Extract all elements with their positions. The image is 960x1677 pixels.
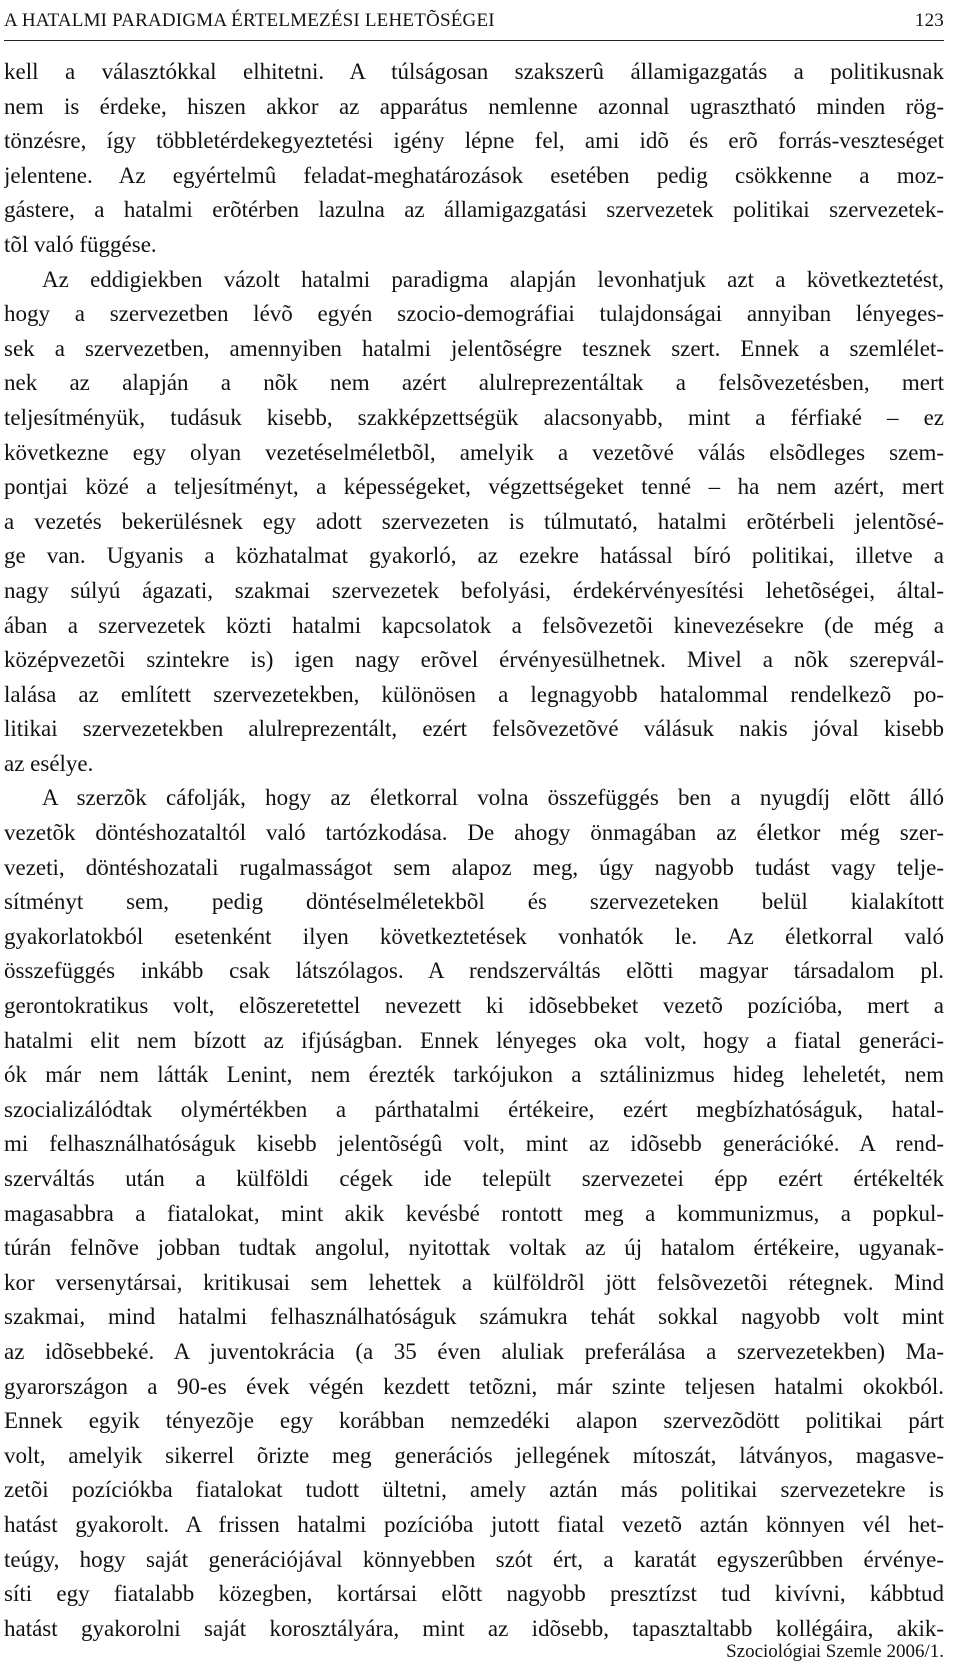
text-line: hatást gyakorolni saját korosztályára, mint az idõsebb, tapasztaltabb kollégáira, akik- <box>4 1615 944 1641</box>
text-line: sítményt sem, pedig döntéselméletekbõl és szervezeteken belül kialakított <box>4 889 944 915</box>
text-line: ge van. Ugyanis a közhatalmat gyakorló, az ezekre hatással bíró politikai, illetve a <box>4 543 944 569</box>
text-line: szerváltás után a külföldi cégek ide települt szervezetei épp ezért értékelték <box>4 1166 944 1191</box>
text-line: síti egy fiatalabb közegben, kortársai elõtt nagyobb presztízst tud kivívni, kábbtud <box>4 1581 944 1607</box>
text-line: Ennek egyik tényezõje egy korábban nemzedéki alapon szervezõdött politikai párt <box>4 1408 944 1434</box>
text-line: középvezetõi szintekre is) igen nagy erõvel érvényesülhetnek. Mivel a nõk szerepvál- <box>4 647 944 673</box>
running-header <box>4 6 944 36</box>
text-line: tõl való függése. <box>4 231 157 257</box>
text-line: hogy a szervezetben lévõ egyén szocio-demográfiai tulajdonságai annyiban lényeges- <box>4 301 944 327</box>
text-line: nek az alapján a nõk nem azért alulreprezentáltak a felsõvezetésben, mert <box>4 370 944 396</box>
text-line: teúgy, hogy saját generációjával könnyebben szót ért, a karatát egyszerûbben érvénye- <box>4 1546 944 1572</box>
header-title: A HATALMI PARADIGMA ÉRTELMEZÉSI LEHETÕSÉGEI <box>4 10 495 31</box>
text-line: Az eddigiekben vázolt hatalmi paradigma alapján levonhatjuk azt a következtetést, <box>42 266 944 292</box>
text-line: volt, amelyik sikerrel õrizte meg generációs jellegének mítoszát, látványos, magasve- <box>4 1442 944 1468</box>
text-line: magasabbra a fiatalokat, mint akik kevésbé rontott meg a kommunizmus, a popkul- <box>4 1200 944 1226</box>
text-line: teljesítményük, tudásuk kisebb, szakképzettségük alacsonyabb, mint a férfiaké – ez <box>4 404 944 430</box>
header-rule <box>4 40 944 41</box>
text-line: mi felhasználhatóságuk kisebb jelentõségû volt, mint az idõsebb generációké. A rend- <box>4 1131 944 1157</box>
journal-footer: Szociológiai Szemle 2006/1. <box>726 1641 944 1662</box>
text-line: tönzésre, így többletérdekegyeztetési igény lépne fel, ami idõ és erõ forrás-veszteséget <box>4 128 944 154</box>
text-line: szocializálódtak olymértékben a párthatalmi értékeire, ezért megbízhatóságuk, hatal- <box>4 1096 944 1122</box>
text-line: szakmai, mind hatalmi felhasználhatóságuk számukra tehát sokkal nagyobb volt mint <box>4 1304 944 1330</box>
text-line: hatalmi elit nem bízott az ifjúságban. Ennek lényeges oka volt, hogy a fiatal generáci- <box>4 1027 944 1053</box>
text-line: vezeti, döntéshozatali rugalmasságot sem alapoz meg, úgy nagyobb tudást vagy telje- <box>4 854 944 880</box>
text-line: sek a szervezetben, amennyiben hatalmi jelentõségre tesznek szert. Ennek a szemlélet- <box>4 335 944 361</box>
text-line: az esélye. <box>4 750 94 776</box>
text-line: gástere, a hatalmi erõtérben lazulna az államigazgatási szervezetek politikai szervezetek- <box>4 197 944 223</box>
text-line: litikai szervezetekben alulreprezentált, ezért felsõvezetõvé válásuk nakis jóval kisebb <box>4 716 944 742</box>
text-line: összefüggés inkább csak látszólagos. A rendszerváltás elõtti magyar társadalom pl. <box>4 958 944 984</box>
text-line: A szerzõk cáfolják, hogy az életkorral volna összefüggés ben a nyugdíj elõtt álló <box>42 785 944 811</box>
text-line: gerontokratikus volt, elõszeretettel nevezett ki idõsebbeket vezetõ pozícióba, mert a <box>4 993 944 1019</box>
text-line: kor versenytársai, kritikusai sem lehettek a külföldrõl jött felsõvezetõi rétegnek. Mind <box>4 1269 944 1295</box>
page-number: 123 <box>914 10 944 31</box>
text-line: gyakorlatokból esetenként ilyen következtetések vonhatók le. Az életkorral való <box>4 923 944 949</box>
text-line: gyarországon a 90-es évek végén kezdett tetõzni, már szinte teljesen hatalmi okokból. <box>4 1373 944 1399</box>
text-line: ában a szervezetek közti hatalmi kapcsolatok a felsõvezetõi kinevezésekre (de még a <box>4 612 944 638</box>
text-line: hatást gyakorolt. A frissen hatalmi pozícióba jutott fiatal vezetõ aztán könnyen vél het- <box>4 1511 944 1537</box>
text-line: a vezetés bekerülésnek egy adott szervezeten is túlmutató, hatalmi erõtérbeli jelentõsé- <box>4 508 944 534</box>
text-line: pontjai közé a teljesítményt, a képességeket, végzettségeket tenné – ha nem azért, mert <box>4 474 944 500</box>
text-line: kell a választókkal elhitetni. A túlságosan szakszerû államigazgatás a politikusnak <box>4 59 944 84</box>
body-text <box>4 55 944 1646</box>
text-line: nem is érdeke, hiszen akkor az apparátus nemlenne azonnal ugrasztható minden rög- <box>4 93 944 119</box>
text-line: lalása az említett szervezetekben, különösen a legnagyobb hatalommal rendelkezõ po- <box>4 681 944 707</box>
text-line: nagy súlyú ágazati, szakmai szervezetek befolyási, érdekérvényesítési lehetõségei, által- <box>4 577 944 603</box>
text-line: ók már nem látták Lenint, nem érezték tarkójukon a sztálinizmus hideg leheletét, nem <box>4 1062 944 1088</box>
text-line: túrán felnõve jobban tudtak angolul, nyitottak voltak az új hatalom értékeire, ugyanak- <box>4 1235 944 1261</box>
text-line: az idõsebbeké. A juventokrácia (a 35 éven aluliak preferálása a szervezetekben) Ma- <box>4 1338 944 1364</box>
text-line: következne egy olyan vezetéselméletbõl, amelyik a vezetõvé válás elsõdleges szem- <box>4 439 944 465</box>
text-line: vezetõk döntéshozataltól való tartózkodása. De ahogy önmagában az életkor még szer- <box>4 820 944 846</box>
text-line: zetõi pozíciókba fiatalokat tudott ültetni, amely aztán más politikai szervezetekre is <box>4 1477 944 1503</box>
text-line: jelentene. Az egyértelmû feladat-meghatározások esetében pedig csökkenne a moz- <box>4 162 944 188</box>
